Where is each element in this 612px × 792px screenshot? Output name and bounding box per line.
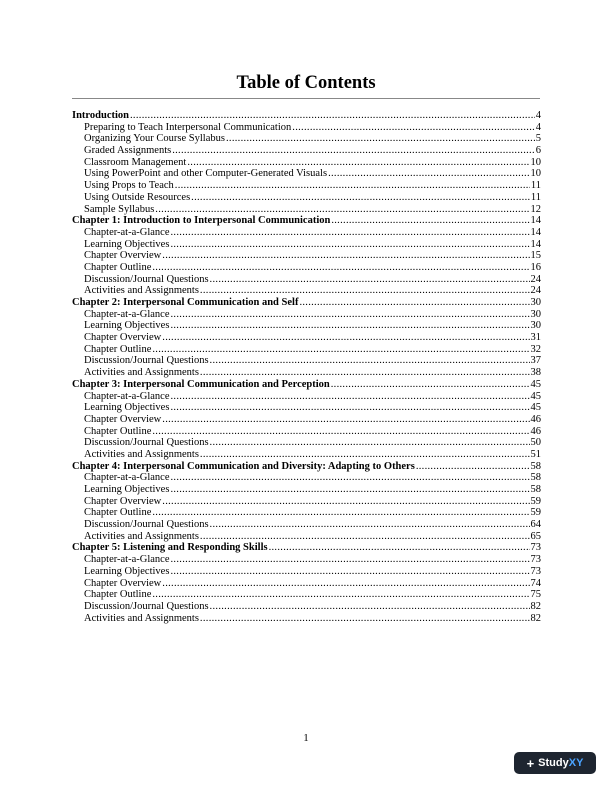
toc-entry-page: 14 bbox=[530, 226, 541, 238]
toc-section-entry bbox=[72, 215, 541, 227]
toc-entry-label: Chapter Overview bbox=[84, 250, 162, 262]
toc-entry-label: Discussion/Journal Questions bbox=[84, 355, 209, 367]
toc-subentry bbox=[72, 496, 541, 508]
toc-leader-dots bbox=[162, 414, 529, 426]
toc-subentry bbox=[72, 554, 541, 566]
toc-leader-dots bbox=[170, 484, 529, 496]
title-divider bbox=[72, 98, 540, 99]
toc-entry-label: Chapter Outline bbox=[84, 261, 152, 273]
toc-entry-page: 30 bbox=[530, 308, 541, 320]
toc-entry-label: Learning Objectives bbox=[84, 320, 170, 332]
toc-leader-dots bbox=[171, 227, 530, 239]
toc-leader-dots bbox=[299, 297, 529, 309]
toc-entry-page: 46 bbox=[530, 425, 541, 437]
toc-entry-page: 51 bbox=[530, 448, 541, 460]
toc-subentry bbox=[72, 180, 541, 192]
toc-leader-dots bbox=[200, 285, 530, 297]
toc-entry-label: Classroom Management bbox=[84, 156, 187, 168]
toc-leader-dots bbox=[200, 613, 530, 625]
toc-subentry bbox=[72, 145, 541, 157]
toc-entry-label: Learning Objectives bbox=[84, 402, 170, 414]
toc-entry-page: 32 bbox=[530, 343, 541, 355]
toc-subentry bbox=[72, 601, 541, 613]
toc-leader-dots bbox=[200, 449, 530, 461]
toc-entry-page: 4 bbox=[535, 110, 541, 121]
page-title: Table of Contents bbox=[236, 73, 376, 93]
toc-subentry bbox=[72, 484, 541, 496]
toc-leader-dots bbox=[172, 145, 535, 157]
toc-leader-dots bbox=[210, 355, 530, 367]
toc-leader-dots bbox=[292, 122, 534, 134]
toc-subentry bbox=[72, 589, 541, 601]
toc-section-entry bbox=[72, 542, 541, 554]
studyxy-badge[interactable] bbox=[514, 752, 596, 774]
toc-entry-page: 73 bbox=[530, 565, 541, 577]
toc-leader-dots bbox=[155, 204, 529, 216]
toc-entry-page: 59 bbox=[530, 495, 541, 507]
toc-subentry bbox=[72, 133, 541, 145]
toc-leader-dots bbox=[328, 168, 529, 180]
toc-entry-page: 50 bbox=[530, 437, 541, 449]
toc-leader-dots bbox=[210, 519, 530, 531]
toc-subentry bbox=[72, 531, 541, 543]
toc-subentry bbox=[72, 344, 541, 356]
toc-entry-page: 82 bbox=[530, 600, 541, 612]
toc-leader-dots bbox=[152, 507, 529, 519]
toc-entry-page: 14 bbox=[530, 215, 541, 227]
toc-leader-dots bbox=[171, 309, 530, 321]
toc-entry-page: 16 bbox=[530, 261, 541, 273]
toc-entry-page: 64 bbox=[530, 519, 541, 531]
toc-leader-dots bbox=[210, 437, 530, 449]
toc-subentry bbox=[72, 309, 541, 321]
toc-entry-page: 65 bbox=[530, 530, 541, 542]
toc-leader-dots bbox=[162, 496, 529, 508]
toc-entry-label: Chapter Outline bbox=[84, 589, 152, 601]
toc-entry-page: 6 bbox=[535, 145, 541, 157]
toc-leader-dots bbox=[171, 472, 530, 484]
plus-icon: + bbox=[526, 755, 535, 771]
toc-leader-dots bbox=[130, 110, 535, 122]
toc-section-entry bbox=[72, 297, 541, 309]
toc-leader-dots bbox=[200, 367, 530, 379]
toc-entry-label: Chapter-at-a-Glance bbox=[84, 554, 170, 566]
toc-subentry bbox=[72, 566, 541, 578]
toc-entry-label: Activities and Assignments bbox=[84, 367, 199, 379]
toc-entry-label: Preparing to Teach Interpersonal Communication bbox=[84, 121, 292, 133]
toc-subentry bbox=[72, 613, 541, 625]
toc-entry-page: 45 bbox=[530, 402, 541, 414]
toc-section-entry bbox=[72, 110, 541, 122]
toc-entry-page: 45 bbox=[530, 390, 541, 402]
toc-entry-label: Chapter Outline bbox=[84, 507, 152, 519]
toc-leader-dots bbox=[210, 274, 530, 286]
toc-section-entry bbox=[72, 379, 541, 391]
toc-entry-page: 73 bbox=[530, 542, 541, 554]
toc-subentry bbox=[72, 192, 541, 204]
toc-entry-label: Using PowerPoint and other Computer-Generated Visuals bbox=[84, 168, 328, 180]
toc-entry-label: Discussion/Journal Questions bbox=[84, 273, 209, 285]
toc-entry-page: 59 bbox=[530, 507, 541, 519]
toc-entry-label: Chapter Overview bbox=[84, 332, 162, 344]
toc-entry-label: Chapter-at-a-Glance bbox=[84, 472, 170, 484]
toc-leader-dots bbox=[152, 262, 529, 274]
toc-subentry bbox=[72, 367, 541, 379]
toc-entry-page: 38 bbox=[530, 367, 541, 379]
toc-entry-page: 30 bbox=[530, 297, 541, 308]
toc-entry-page: 30 bbox=[530, 320, 541, 332]
toc-leader-dots bbox=[170, 320, 529, 332]
toc-entry-page: 58 bbox=[530, 472, 541, 484]
toc-subentry bbox=[72, 414, 541, 426]
toc-leader-dots bbox=[416, 461, 530, 473]
toc-entry-page: 24 bbox=[530, 273, 541, 285]
toc-entry-label: Discussion/Journal Questions bbox=[84, 519, 209, 531]
toc-entry-label: Chapter Outline bbox=[84, 343, 152, 355]
toc-entry-page: 46 bbox=[530, 413, 541, 425]
toc-entry-label: Activities and Assignments bbox=[84, 448, 199, 460]
toc-entry-label: Activities and Assignments bbox=[84, 285, 199, 297]
toc-subentry bbox=[72, 426, 541, 438]
toc-subentry bbox=[72, 519, 541, 531]
page-number: 1 bbox=[303, 732, 309, 744]
toc-entry-label: Chapter 4: Interpersonal Communication and Diversity: Adapting to Others bbox=[72, 460, 415, 472]
toc-leader-dots bbox=[171, 554, 530, 566]
toc-subentry bbox=[72, 402, 541, 414]
toc-entry-label: Using Props to Teach bbox=[84, 180, 174, 192]
toc-entry-page: 10 bbox=[530, 156, 541, 168]
toc-entry-page: 37 bbox=[530, 355, 541, 367]
toc-entry-page: 58 bbox=[530, 460, 541, 472]
toc-leader-dots bbox=[171, 391, 530, 403]
toc-leader-dots bbox=[162, 332, 529, 344]
toc-entry-page: 58 bbox=[530, 484, 541, 495]
toc-leader-dots bbox=[170, 402, 529, 414]
toc-leader-dots bbox=[152, 344, 529, 356]
toc-leader-dots bbox=[162, 578, 529, 590]
toc-subentry bbox=[72, 250, 541, 262]
toc-subentry bbox=[72, 437, 541, 449]
toc-entry-page: 45 bbox=[530, 378, 541, 390]
toc-subentry bbox=[72, 227, 541, 239]
toc-entry-label: Using Outside Resources bbox=[84, 191, 191, 203]
toc-subentry bbox=[72, 449, 541, 461]
table-of-contents bbox=[72, 110, 541, 624]
toc-subentry bbox=[72, 355, 541, 367]
toc-entry-page: 15 bbox=[530, 250, 541, 262]
toc-entry-label: Activities and Assignments bbox=[84, 530, 199, 542]
toc-entry-page: 82 bbox=[530, 612, 541, 624]
toc-leader-dots bbox=[210, 601, 530, 613]
toc-subentry bbox=[72, 204, 541, 216]
toc-entry-page: 73 bbox=[530, 554, 541, 566]
toc-leader-dots bbox=[175, 180, 530, 192]
toc-entry-page: 4 bbox=[535, 121, 541, 133]
toc-leader-dots bbox=[331, 215, 529, 227]
toc-entry-label: Chapter Overview bbox=[84, 495, 162, 507]
toc-entry-page: 12 bbox=[530, 203, 541, 215]
toc-entry-label: Chapter 5: Listening and Responding Skills bbox=[72, 542, 268, 554]
toc-leader-dots bbox=[162, 250, 529, 262]
toc-entry-label: Chapter Overview bbox=[84, 577, 162, 589]
toc-subentry bbox=[72, 472, 541, 484]
toc-entry-page: 11 bbox=[530, 180, 541, 192]
toc-leader-dots bbox=[170, 566, 529, 578]
toc-subentry bbox=[72, 391, 541, 403]
toc-entry-page: 14 bbox=[530, 238, 541, 250]
toc-entry-label: Organizing Your Course Syllabus bbox=[84, 133, 225, 145]
toc-leader-dots bbox=[170, 239, 529, 251]
toc-entry-label: Chapter-at-a-Glance bbox=[84, 226, 170, 238]
toc-subentry bbox=[72, 122, 541, 134]
toc-entry-label: Chapter Overview bbox=[84, 413, 162, 425]
toc-leader-dots bbox=[191, 192, 530, 204]
toc-entry-page: 74 bbox=[530, 577, 541, 589]
toc-entry-label: Learning Objectives bbox=[84, 565, 170, 577]
toc-subentry bbox=[72, 332, 541, 344]
toc-entry-label: Introduction bbox=[72, 110, 129, 121]
toc-leader-dots bbox=[269, 542, 530, 554]
toc-leader-dots bbox=[187, 157, 529, 169]
toc-entry-page: 5 bbox=[535, 133, 541, 145]
toc-entry-label: Sample Syllabus bbox=[84, 203, 155, 215]
toc-leader-dots bbox=[200, 531, 530, 543]
toc-entry-label: Chapter 1: Introduction to Interpersonal Communication bbox=[72, 215, 331, 227]
toc-entry-label: Activities and Assignments bbox=[84, 612, 199, 624]
toc-entry-page: 31 bbox=[530, 332, 541, 344]
toc-entry-label: Discussion/Journal Questions bbox=[84, 600, 209, 612]
toc-entry-label: Chapter-at-a-Glance bbox=[84, 390, 170, 402]
toc-entry-label: Learning Objectives bbox=[84, 238, 170, 250]
toc-subentry bbox=[72, 262, 541, 274]
toc-leader-dots bbox=[331, 379, 530, 391]
toc-entry-label: Discussion/Journal Questions bbox=[84, 437, 209, 449]
toc-leader-dots bbox=[152, 589, 529, 601]
toc-subentry bbox=[72, 507, 541, 519]
toc-entry-label: Graded Assignments bbox=[84, 145, 172, 157]
toc-subentry bbox=[72, 578, 541, 590]
badge-brand: StudyXY bbox=[538, 757, 584, 769]
toc-subentry bbox=[72, 157, 541, 169]
toc-section-entry bbox=[72, 461, 541, 473]
toc-entry-page: 75 bbox=[530, 589, 541, 601]
toc-entry-page: 10 bbox=[530, 168, 541, 180]
toc-entry-label: Chapter 3: Interpersonal Communication and Perception bbox=[72, 378, 330, 390]
toc-leader-dots bbox=[152, 426, 529, 438]
toc-entry-page: 11 bbox=[530, 191, 541, 203]
toc-entry-label: Chapter Outline bbox=[84, 425, 152, 437]
toc-leader-dots bbox=[226, 133, 535, 145]
toc-subentry bbox=[72, 168, 541, 180]
toc-entry-page: 24 bbox=[530, 285, 541, 297]
toc-subentry bbox=[72, 285, 541, 297]
toc-entry-label: Chapter-at-a-Glance bbox=[84, 308, 170, 320]
toc-subentry bbox=[72, 239, 541, 251]
toc-subentry bbox=[72, 274, 541, 286]
toc-entry-label: Chapter 2: Interpersonal Communication and Self bbox=[72, 297, 299, 308]
toc-entry-label: Learning Objectives bbox=[84, 484, 170, 495]
toc-subentry bbox=[72, 320, 541, 332]
